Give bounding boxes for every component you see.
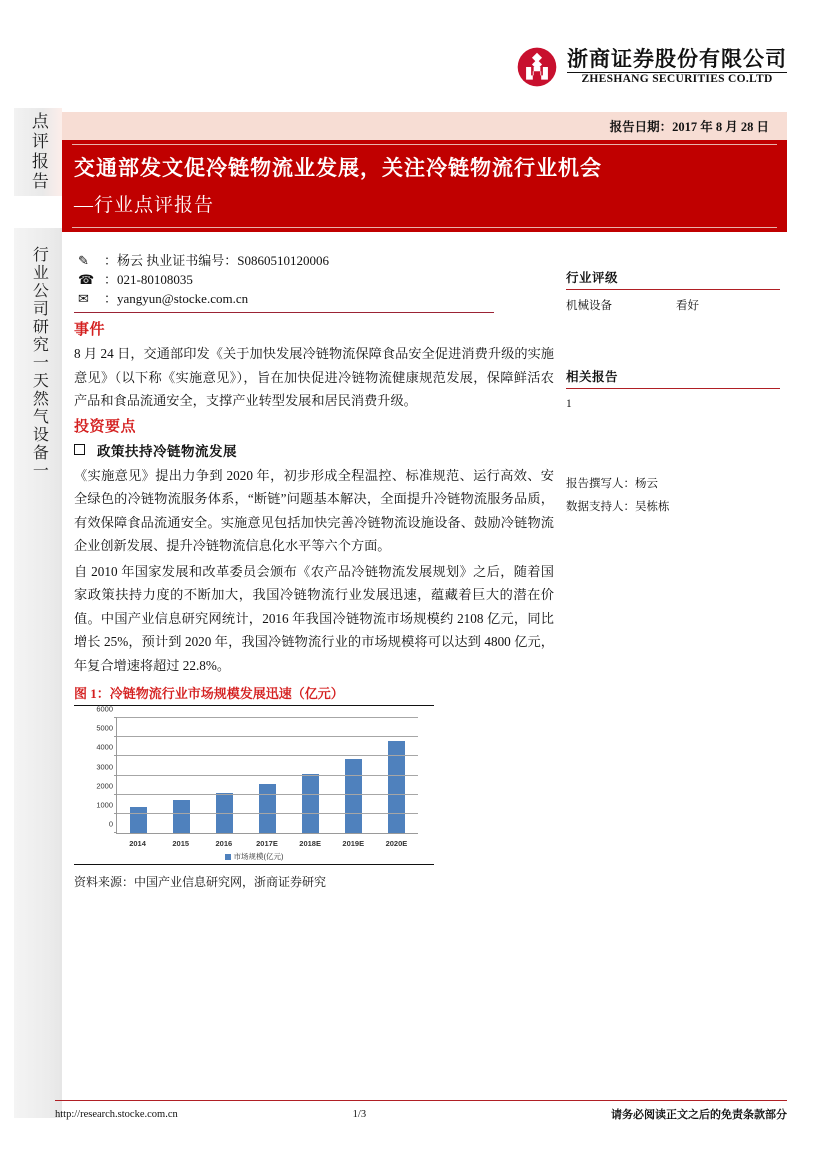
- chart-y-tick-label: 1000: [96, 800, 113, 810]
- chart-gridline: [117, 717, 418, 718]
- chart-bar: [130, 807, 147, 833]
- section-heading-event: 事件: [74, 322, 106, 338]
- chart-x-tick-label: 2018E: [299, 839, 321, 848]
- page-subtitle: —行业点评报告: [74, 195, 215, 216]
- figure-frame: [74, 705, 434, 865]
- credit-data-support: 数据支持人：吴栋栋: [566, 500, 670, 513]
- analyst-contact-block: [78, 250, 498, 307]
- company-name-cn: 浙商证券股份有限公司: [567, 46, 787, 71]
- chart-y-tick-label: 4000: [96, 742, 113, 752]
- chart-y-tick-mark: [114, 755, 117, 756]
- page-title: 交通部发文促冷链物流业发展，关注冷链物流行业机会: [74, 156, 602, 180]
- chart-y-tick-label: 0: [108, 819, 113, 829]
- company-logo-block: [516, 46, 787, 88]
- chart-gridline: [117, 813, 418, 814]
- phone-icon: ☎: [78, 272, 95, 287]
- zheshang-logo-icon: [516, 46, 558, 88]
- chart-y-tick-mark: [114, 813, 117, 814]
- credit-report-author: 报告撰写人：杨云: [566, 478, 658, 491]
- pen-icon: ✎: [78, 253, 89, 268]
- bullet-heading-policy-support: [74, 440, 554, 460]
- chart-legend: [78, 851, 430, 862]
- chart-y-tick-label: 2000: [96, 781, 113, 791]
- chart-gridline: [117, 736, 418, 737]
- chart-bar: [302, 774, 319, 833]
- chart-x-tick-label: 2019E: [342, 839, 365, 848]
- panel-spacer: [566, 313, 780, 367]
- report-date-label: 报告日期：2017 年 8 月 28 日: [609, 120, 769, 134]
- left-vertical-rail: [14, 108, 62, 1118]
- contact-row-analyst: [78, 250, 498, 269]
- chart-y-tick-label: 3000: [96, 762, 113, 771]
- contact-row-phone: [78, 269, 498, 288]
- contact-row-email: [78, 288, 498, 307]
- chart-y-tick-mark: [114, 775, 117, 776]
- panel-heading-industry-rating: 行业评级: [566, 271, 619, 285]
- chart-y-tick-mark: [114, 717, 117, 718]
- paragraph-policy-detail: 《实施意见》提出力争到 2020 年，初步形成全程温控、标准规范、运行高效、安全绿色的冷链物流服务体系，“断链”问题基本解决，全面提升冷链物流服务品质，有效保障食品流通安全。实施意见包括加快完善冷链物流设施设备、鼓励冷链物流企业创新发展、提升冷链物流信息化水平等六个方面。: [74, 467, 554, 553]
- footer-website-url[interactable]: http://research.stocke.com.cn: [55, 1108, 178, 1120]
- rail-label-research-category: 行业公司研究一天然气设备一: [30, 246, 48, 480]
- market-size-bar-chart: [78, 704, 430, 861]
- industry-rating-row: [566, 297, 780, 313]
- footer-disclaimer: 请务必阅读正文之后的免责条款部分: [611, 1109, 787, 1121]
- chart-x-tick-label: 2020E: [385, 839, 408, 848]
- chart-x-tick-label: 2017E: [256, 839, 278, 848]
- panel-spacer: [566, 413, 780, 473]
- company-name-block: [567, 46, 787, 86]
- page-footer: [55, 1104, 787, 1124]
- main-content-column: [74, 316, 554, 890]
- company-name-en: ZHESHANG SECURITIES CO.LTD: [567, 72, 787, 86]
- industry-rating-name: 机械设备: [566, 300, 612, 312]
- right-sidebar-column: [566, 268, 780, 518]
- analyst-name-and-license: ：杨云 执业证书编号：S0860510120006: [104, 253, 329, 268]
- analyst-phone: ：021-80108035: [104, 272, 193, 287]
- chart-x-tick-label: 2016: [215, 839, 233, 848]
- panel-divider-related: [566, 388, 780, 389]
- chart-x-tick-label: 2015: [172, 839, 190, 848]
- footer-divider: [55, 1100, 787, 1101]
- footer-page-number: 1/3: [352, 1108, 367, 1120]
- industry-rating-value: 看好: [676, 300, 699, 312]
- legend-color-swatch: [225, 854, 231, 860]
- chart-x-tick-label: 2014: [129, 839, 146, 848]
- legend-label: 市场规模(亿元): [233, 852, 284, 861]
- related-report-item[interactable]: 1: [566, 398, 572, 410]
- paragraph-event: 8 月 24 日，交通部印发《关于加快发展冷链物流保障食品安全促进消费升级的实施意见》（以下称《实施意见》），旨在加快促进冷链物流健康规范发展，保障鲜活农产品和食品流通安全，支撑产业转型发展和居民消费升级。: [74, 346, 554, 408]
- analyst-email[interactable]: ：yangyun@stocke.com.cn: [104, 291, 249, 306]
- square-bullet-icon: [74, 444, 85, 455]
- chart-gridline: [117, 755, 418, 756]
- chart-y-tick-label: 5000: [96, 723, 113, 733]
- chart-y-tick-label: 6000: [96, 704, 113, 714]
- figure-caption: 图 1：冷链物流行业市场规模发展迅速（亿元）: [74, 686, 344, 701]
- figure-source: 资料来源：中国产业信息研究网，浙商证券研究: [74, 875, 327, 889]
- chart-y-tick-mark: [114, 794, 117, 795]
- rail-label-report-type: 点评报告: [28, 112, 48, 192]
- chart-gridline: [117, 794, 418, 795]
- contact-divider: [74, 312, 494, 313]
- report-date-band: [62, 112, 787, 140]
- chart-gridline: [117, 775, 418, 776]
- chart-y-tick-mark: [114, 832, 117, 833]
- panel-divider-rating: [566, 289, 780, 290]
- chart-plot-area: [96, 704, 418, 834]
- rail-block-research-category: [14, 228, 62, 1118]
- chart-bar: [345, 759, 362, 833]
- chart-x-axis-labels: [116, 839, 418, 848]
- chart-y-tick-mark: [114, 736, 117, 737]
- chart-bar: [173, 800, 190, 833]
- paragraph-market-size: 自 2010 年国家发展和改革委员会颁布《农产品冷链物流发展规划》之后，随着国家政策扶持力度的不断加大，我国冷链物流行业发展迅速，蕴藏着巨大的潜在价值。中国产业信息研究网统计，2016 年我国冷链物流市场规模约 2108 亿元，同比增长 25%，预计到 2020 年，我国冷链物流行业的市场规模将可以达到 4800 亿元，年复合增速将超过 22.8%。: [74, 563, 554, 673]
- bullet-heading-label: 政策扶持冷链物流发展: [97, 443, 237, 459]
- section-heading-investment-points: 投资要点: [74, 418, 137, 435]
- envelope-icon: ✉: [78, 291, 89, 306]
- rail-block-report-type: [14, 108, 62, 196]
- panel-heading-related-reports: 相关报告: [566, 370, 619, 384]
- chart-bar: [259, 784, 276, 833]
- report-title-block: [62, 140, 787, 232]
